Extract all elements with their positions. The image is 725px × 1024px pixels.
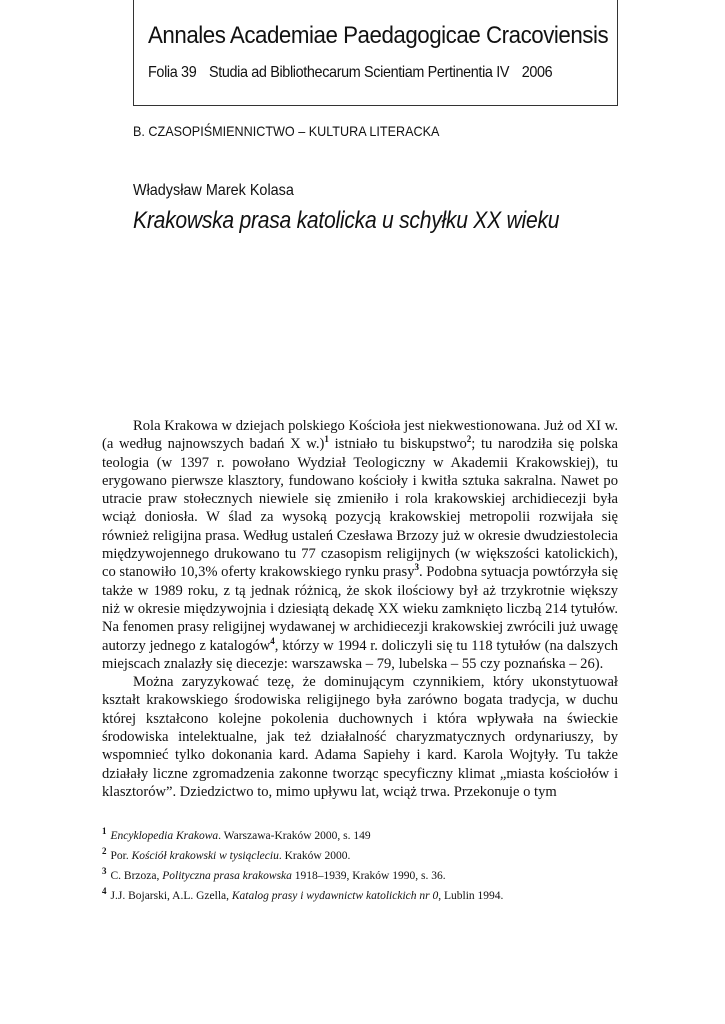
journal-header-box	[133, 0, 618, 106]
footnote-1: $^1$ Encyklopedia Krakowa. Warszawa-Kraków 2000, s. 149	[102, 826, 371, 842]
footnote-3: $^3$ C. Brzoza, Polityczna prasa krakowska 1918–1939, Kraków 1990, s. 36.	[102, 866, 446, 882]
journal-title: Annales Academiae Paedagogicae Cracoviensis	[148, 22, 609, 49]
journal-info	[148, 64, 565, 82]
paragraph-1-text-e: , którzy w 1994 r. doliczyli się tu 118 tytułów (na dalszych miejscach znalazły się diecezje: warszawska – 79, lubelska – 55 czy poznańska – 26).	[102, 637, 618, 672]
article-title: Krakowska prasa katolicka u schyłku XX wieku	[133, 207, 560, 234]
author-name: Władysław Marek Kolasa	[133, 182, 294, 199]
footnote-2: $^2$ Por. Kościół krakowski w tysiącleciu. Kraków 2000.	[102, 846, 351, 862]
journal-series: Studia ad Bibliothecarum Scientiam Pertinentia IV	[208, 64, 510, 81]
journal-folia: Folia 39	[148, 64, 197, 81]
paragraph-1-text-b: istniało tu biskupstwo	[328, 436, 467, 453]
footnote-ref-4: 4	[270, 635, 275, 646]
article-body	[102, 417, 618, 801]
paragraph-1-text-a: Rola Krakowa w dziejach polskiego Kościoła jest niekwestionowana. Już od XI w. (a według najnowszych badań X w.)	[102, 418, 618, 453]
journal-year: 2006	[521, 64, 553, 81]
paragraph-1-text-c: ; tu narodziła się polska teologia (w 1397 r. powołano Wydział Teologiczny w Akademii Krakowskiej), tu erygowano pierwsze klasztory, fundowano kościoły i kwitła sztuka sakralna. Nawet po utracie praw stołecznych niewiele się zmieniło i rola krakowskiej archidiecezji była wciąż doniosła. W ślad za wysoką pozycją krakowskiej metropolii rozwijała się również religijna prasa. Według ustaleń Czesława Brzozy już w okresie dwudziestolecia międzywojennego drukowano tu 77 czasopism religijnych (w większości katolickich), co stanowiło 10,3% oferty krakowskiego rynku prasy	[102, 436, 618, 581]
paragraph-1	[102, 417, 618, 673]
footnote-ref-2: 2	[466, 434, 472, 445]
footnotes	[102, 826, 618, 906]
footnote-ref-1: 1	[324, 434, 329, 445]
footnote-4: $^4$ J.J. Bojarski, A.L. Gzella, Katalog prasy i wydawnictw katolickich nr 0, Lublin 1994.	[102, 886, 504, 902]
section-label: B. CZASOPIŚMIENNICTWO – KULTURA LITERACKA	[133, 123, 440, 139]
paragraph-2: Można zaryzykować tezę, że dominującym czynnikiem, który ukonstytuował kształt krakowskiego środowiska religijnego była zarówno bogata tradycja, w duchu której kształcono kolejne pokolenia duchownych i która wpływała na świeckie środowiska intelektualne, jak też działalność charyzmatycznych ordynariuszy, by wspomnieć tylko dokonania kard. Adama Sapiehy i kard. Karola Wojtyły. Tu także działały liczne zgromadzenia zakonne tworząc specyficzny klimat „miasta kościołów i klasztorów”. Dziedzictwo to, mimo upływu lat, wciąż trwa. Przekonuje o tym	[102, 674, 618, 800]
footnote-ref-3: 3	[414, 562, 419, 573]
paragraph-1-text-d: . Podobna sytuacja powtórzyła się także w 1989 roku, z tą jednak różnicą, że skok ilościowy był aż trzykrotnie większy niż w okresie międzywojnia i dziesiątą dekadę XX wieku zamknięto liczbą 214 tytułów. Na fenomen prasy religijnej wydawanej w archidiecezji krakowskiej zwrócili już uwagę autorzy jednego z katalogów	[102, 564, 619, 654]
